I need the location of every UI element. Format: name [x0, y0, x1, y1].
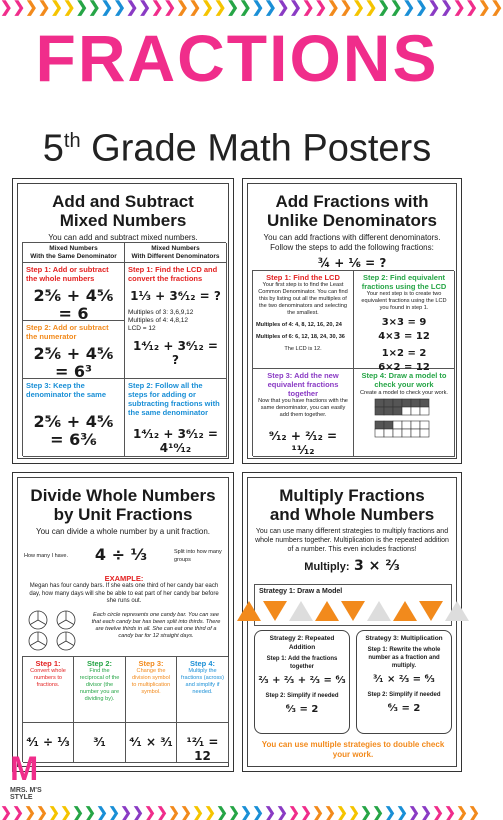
label-split-into: Split into how many groups — [174, 549, 222, 563]
poster-title-line1: Add Fractions with — [275, 192, 429, 211]
multiples-text: Multiples of 4: 4,8,12 — [128, 317, 188, 324]
chevron-glyph: ❯ — [276, 0, 290, 16]
poster-intro: You can use many different strategies to multiply fractions and whole numbers together. Multiplication is the repeated addition of a number. This even includes fractions! — [255, 528, 449, 553]
subtitle-sup: th — [63, 130, 81, 152]
model-square — [375, 429, 384, 437]
col-header-text: With the Same Denominator — [30, 253, 117, 260]
equation: ⁶⁄₃ = 2 — [387, 703, 421, 714]
col-header-different — [125, 243, 227, 263]
chevron-glyph: ❯ — [62, 0, 76, 16]
chevron-glyph: ❯ — [336, 804, 348, 820]
step4-cell — [177, 657, 229, 723]
step-label: Step 2: — [86, 659, 112, 668]
chevron-glyph: ❯ — [50, 0, 63, 16]
step-text: Step 1: Add the fractions together — [266, 656, 338, 670]
equation: 2⅚ + 4⅚ = 6³ — [33, 344, 114, 381]
chevron-glyph: ❯ — [468, 804, 480, 820]
chevron-glyph: ❯ — [48, 804, 60, 820]
chevron-glyph: ❯ — [240, 804, 252, 820]
model-triangle — [419, 601, 443, 621]
chevron-glyph: ❯ — [188, 0, 202, 16]
chevron-glyph: ❯ — [125, 0, 139, 16]
multiply-label: Multiply: — [304, 561, 350, 573]
page-title: FRACTIONS — [35, 21, 439, 95]
chevron-glyph: ❯ — [192, 804, 204, 820]
poster-footer: You can use multiple strategies to double check your work. — [261, 740, 445, 759]
poster-title-line2: and Whole Numbers — [269, 505, 435, 524]
chevron-glyph: ❯ — [156, 804, 168, 820]
model-triangle — [315, 601, 339, 621]
chevron-border-top — [0, 0, 503, 16]
model-square — [375, 399, 384, 407]
step-text: Find the reciprocal of the divisor (the number you are dividing by). — [79, 668, 120, 702]
step-text: Now that you have fractions with the same denominator, you can easily add them together. — [258, 398, 348, 418]
step2-diff-cell — [125, 379, 227, 457]
model-square — [402, 407, 411, 415]
chevron-glyph: ❯ — [84, 804, 96, 820]
step-text: Change the division symbol to multiplication symbol. — [131, 668, 171, 695]
step-text: Your next step is to create two equivalent fractions using the LCD you found in step 1. — [361, 291, 447, 311]
poster-intro: You can divide a whole number by a unit fraction. — [35, 527, 211, 536]
chevron-glyph: ❯ — [408, 804, 420, 820]
chevron-glyph: ❯ — [289, 0, 302, 16]
poster-grid — [252, 270, 454, 456]
example-block — [24, 574, 224, 606]
strategy2-box — [254, 630, 350, 734]
chevron-glyph: ❯ — [150, 0, 164, 16]
chevron-glyph: ❯ — [432, 804, 444, 820]
model-square — [393, 407, 402, 415]
chevron-glyph: ❯ — [163, 0, 177, 16]
chevron-glyph: ❯ — [180, 804, 192, 820]
multiply-row — [248, 557, 456, 575]
step-text: Step 2: Simplify if needed — [265, 693, 339, 699]
chevron-glyph: ❯ — [0, 804, 12, 820]
chevron-glyph: ❯ — [251, 0, 265, 16]
chevron-glyph: ❯ — [88, 0, 101, 16]
chevron-glyph: ❯ — [24, 804, 36, 820]
model-square — [393, 421, 402, 429]
step3-cell — [126, 657, 177, 723]
chevron-glyph: ❯ — [427, 0, 441, 16]
model-square — [384, 399, 393, 407]
col-header-text: Mixed Numbers — [49, 245, 98, 252]
poster-add-unlike-denominators — [242, 178, 462, 464]
model-triangle — [393, 601, 417, 621]
chevron-glyph: ❯ — [168, 804, 180, 820]
equation: 6×2 = 12 — [378, 362, 430, 373]
multiples-text: Multiples of 6: 6, 12, 18, 24, 30, 36 — [256, 334, 345, 340]
poster-frame — [247, 477, 457, 767]
model-square — [384, 407, 393, 415]
poster-frame — [17, 477, 229, 767]
step-label: Step 2: Find equivalent fractions using the LCD — [361, 273, 447, 291]
chevron-glyph: ❯ — [226, 0, 239, 16]
equation: 1×2 = 2 — [381, 348, 427, 359]
step3-eq-cell — [126, 723, 177, 763]
poster-title-line1: Multiply Fractions — [279, 486, 425, 505]
equation: 1⁴⁄₁₂ + 3⁶⁄₁₂ = ? — [133, 339, 218, 367]
equation: ³⁄₁ — [93, 735, 106, 749]
multiples-text: Multiples of 3: 3,6,9,12 — [128, 309, 194, 316]
equation: 2⅚ + 4⅚ = 6 — [33, 286, 114, 323]
step-label: Step 1: Add or subtract the whole numbers — [26, 265, 109, 283]
chevron-glyph: ❯ — [176, 0, 189, 16]
chevron-glyph: ❯ — [465, 0, 478, 16]
chevron-glyph: ❯ — [312, 804, 324, 820]
chevron-glyph: ❯ — [327, 0, 340, 16]
step-label: Step 1: Find the LCD — [266, 273, 340, 282]
model-square — [393, 399, 402, 407]
model-triangle — [341, 601, 365, 621]
chevron-glyph: ❯ — [108, 804, 120, 820]
col-header-text: With Different Denominators — [131, 253, 220, 260]
chevron-glyph: ❯ — [72, 804, 84, 820]
chevron-glyph: ❯ — [264, 0, 277, 16]
col-header-text: Mixed Numbers — [151, 245, 200, 252]
chevron-glyph: ❯ — [314, 0, 328, 16]
chevron-glyph: ❯ — [377, 0, 390, 16]
poster-title-line2: by Unit Fractions — [53, 505, 193, 524]
strategy3-box — [356, 630, 452, 734]
multiples-text: Multiples of 4: 4, 8, 12, 16, 20, 24 — [256, 322, 342, 328]
chevron-glyph: ❯ — [402, 0, 416, 16]
chevron-glyph: ❯ — [213, 0, 227, 16]
chevron-glyph: ❯ — [228, 804, 240, 820]
step1-cell — [253, 271, 354, 369]
equation: ⁶⁄₃ = 2 — [285, 704, 319, 715]
poster-title — [248, 486, 456, 524]
logo-letter: M — [10, 750, 39, 788]
chevron-glyph: ❯ — [396, 804, 408, 820]
step-text: Step 2: Simplify if needed — [367, 692, 441, 698]
chevron-glyph: ❯ — [324, 804, 336, 820]
poster-title-line1: Add and Subtract — [52, 192, 194, 211]
equation: 2⅚ + 4⅚ = 6³⁄₆ — [33, 412, 114, 449]
chevron-glyph: ❯ — [264, 804, 276, 820]
equation: ⁴⁄₁ × ³⁄₁ — [129, 735, 173, 749]
step4-cell — [354, 369, 455, 457]
step-label: Step 4: Draw a model to check your work — [361, 371, 447, 389]
model-triangle — [367, 601, 391, 621]
equation: 4×3 = 12 — [378, 331, 430, 342]
model-square — [375, 407, 384, 415]
chevron-glyph: ❯ — [384, 804, 396, 820]
logo-text: MRS. M'S STYLE — [10, 787, 42, 801]
poster-title — [18, 192, 228, 230]
multiply-expression: 3 × ⅔ — [353, 558, 400, 574]
model-row-2 — [375, 421, 429, 437]
chevron-glyph: ❯ — [452, 0, 466, 16]
chevron-glyph: ❯ — [301, 0, 315, 16]
intro-equation: ¾ + ⅙ = ? — [317, 256, 387, 270]
chevron-glyph: ❯ — [252, 804, 264, 820]
subtitle-grade: 5 — [42, 127, 64, 170]
chevron-glyph: ❯ — [25, 0, 38, 16]
strategy1-box — [254, 584, 452, 626]
chevron-glyph: ❯ — [444, 804, 456, 820]
chevron-glyph: ❯ — [120, 804, 132, 820]
chevron-glyph: ❯ — [36, 804, 48, 820]
step2-cell — [74, 657, 126, 723]
model-square — [411, 399, 420, 407]
chevron-glyph: ❯ — [339, 0, 353, 16]
example-label: EXAMPLE: — [104, 574, 144, 583]
page-subtitle — [0, 118, 474, 172]
model-square — [420, 399, 429, 407]
model-square — [393, 429, 402, 437]
equation: ¹²⁄₁ = 12 — [186, 735, 219, 763]
model-triangle — [237, 601, 261, 621]
step4-eq-cell — [177, 723, 229, 763]
chevron-glyph: ❯ — [276, 804, 288, 820]
chevron-glyph: ❯ — [144, 804, 156, 820]
model-square — [402, 429, 411, 437]
poster-title — [248, 192, 456, 230]
poster-title — [18, 486, 228, 524]
chevron-glyph: ❯ — [12, 804, 24, 820]
chevron-glyph: ❯ — [360, 804, 372, 820]
chevron-glyph: ❯ — [113, 0, 126, 16]
step-label: Step 3: Add the new equivalent fractions together — [267, 371, 339, 398]
model-square — [420, 429, 429, 437]
model-square — [384, 429, 393, 437]
step-label: Step 4: — [189, 659, 215, 668]
division-expression: 4 ÷ ⅓ — [94, 545, 148, 564]
model-triangle — [289, 601, 313, 621]
poster-title-line1: Divide Whole Numbers — [30, 486, 216, 505]
model-square — [402, 421, 411, 429]
model-row-1 — [375, 399, 429, 415]
model-square — [420, 407, 429, 415]
lcd-text: The LCD is 12. — [284, 346, 322, 352]
poster-title-line2: Unlike Denominators — [266, 211, 438, 230]
chevron-glyph: ❯ — [138, 0, 151, 16]
model-square — [411, 429, 420, 437]
chevron-glyph: ❯ — [415, 0, 428, 16]
equation: ⁴⁄₁ ÷ ⅓ — [26, 735, 70, 749]
brand-logo — [10, 752, 58, 801]
model-square — [402, 399, 411, 407]
chevron-glyph: ❯ — [389, 0, 403, 16]
step3-same-cell — [23, 379, 125, 457]
chevron-glyph: ❯ — [96, 804, 108, 820]
chevron-glyph: ❯ — [12, 0, 26, 16]
explanation-text: Each circle represents one candy bar. You can see that each candy bar has been split into thirds. There are twelve thirds in all. She can eat one third of a candy bar for 12 straight days. — [91, 612, 221, 639]
step-text: Convert whole numbers to fractions. — [30, 668, 66, 688]
chevron-glyph: ❯ — [456, 804, 468, 820]
chevron-glyph: ❯ — [100, 0, 114, 16]
model-square — [375, 421, 384, 429]
chevron-glyph: ❯ — [216, 804, 228, 820]
triangle-model — [255, 601, 451, 621]
model-square — [411, 407, 420, 415]
chevron-glyph: ❯ — [440, 0, 453, 16]
equation: ⅔ + ⅔ + ⅔ = ⁶⁄₃ — [258, 675, 346, 686]
chevron-glyph: ❯ — [348, 804, 360, 820]
step-label: Step 2: Add or subtract the numerator — [26, 323, 109, 341]
chevron-glyph: ❯ — [60, 804, 72, 820]
strategy1-title: Strategy 1: Draw a Model — [259, 588, 343, 595]
steps-grid — [22, 656, 228, 762]
step2-eq-cell — [74, 723, 126, 763]
step2-cell — [354, 271, 455, 373]
strategy2-title: Strategy 2: Repeated Addition — [269, 635, 335, 651]
step-label: Step 2: Follow all the steps for adding or subtracting fractions with the same denominator — [128, 381, 220, 417]
model-triangle — [445, 601, 469, 621]
chevron-glyph: ❯ — [288, 804, 300, 820]
step-text: Your first step is to find the Least Common Denominator. You can find this by listing out all the multiples of the two denominators and selecting the smallest. — [258, 282, 348, 316]
label-how-many: How many I have. — [24, 553, 69, 559]
chevron-glyph: ❯ — [300, 804, 312, 820]
poster-frame — [17, 183, 229, 459]
chevron-glyph: ❯ — [420, 804, 432, 820]
step-label: Step 1: Find the LCD and convert the fractions — [128, 265, 218, 283]
chevron-glyph: ❯ — [364, 0, 378, 16]
model-triangle — [263, 601, 287, 621]
candy-bar-circles — [24, 610, 84, 652]
col-header-same — [23, 243, 125, 263]
fraction-model — [357, 397, 452, 452]
chevron-glyph: ❯ — [201, 0, 214, 16]
poster-grid — [22, 242, 226, 456]
chevron-glyph: ❯ — [75, 0, 89, 16]
subtitle-rest: Grade Math Posters — [80, 127, 432, 170]
model-square — [420, 421, 429, 429]
poster-intro: You can add and subtract mixed numbers. — [48, 233, 198, 242]
step1-diff-cell — [125, 263, 227, 379]
step1-same-cell — [23, 263, 125, 321]
equation: 1⁴⁄₁₂ + 3⁶⁄₁₂ = 4¹⁰⁄₁₂ — [133, 427, 218, 455]
chevron-glyph: ❯ — [132, 804, 144, 820]
poster-divide-whole-by-unit — [12, 472, 234, 772]
chevron-glyph: ❯ — [477, 0, 491, 16]
step-text: Multiply the fractions (across) and simplify if needed. — [181, 668, 224, 695]
poster-title-line2: Mixed Numbers — [59, 211, 187, 230]
step-text: Step 1: Rewrite the whole number as a fraction and multiply. — [367, 647, 441, 669]
chevron-border-bottom — [0, 804, 480, 820]
lcd-text: LCD = 12 — [128, 325, 156, 332]
chevron-glyph: ❯ — [352, 0, 365, 16]
equation: ⁹⁄₁₂ + ²⁄₁₂ = ¹¹⁄₁₂ — [268, 429, 338, 457]
model-square — [384, 421, 393, 429]
equation: 3×3 = 9 — [381, 317, 427, 328]
chevron-glyph: ❯ — [37, 0, 51, 16]
poster-multiply-fractions-whole — [242, 472, 462, 772]
model-square — [411, 421, 420, 429]
poster-add-subtract-mixed — [12, 178, 234, 464]
step-label: Step 3: — [138, 659, 164, 668]
step-text: Create a model to check your work. — [360, 390, 448, 396]
poster-intro: You can add fractions with different denominators. Follow the steps to add the following fractions: — [263, 233, 441, 252]
step-label: Step 3: Keep the denominator the same — [26, 381, 107, 399]
step1-cell — [23, 657, 74, 723]
division-expression-row — [24, 546, 224, 568]
chevron-glyph: ❯ — [238, 0, 252, 16]
step3-cell — [253, 369, 354, 457]
chevron-glyph: ❯ — [204, 804, 216, 820]
chevron-glyph: ❯ — [372, 804, 384, 820]
step-label: Step 1: — [35, 659, 61, 668]
chevron-glyph: ❯ — [0, 0, 13, 16]
example-text: Megan has four candy bars. If she eats one third of her candy bar each day, how many days will she be able to eat part of her candy bar before she runs out. — [29, 583, 219, 604]
equation: ³⁄₁ × ⅔ = ⁶⁄₃ — [373, 674, 435, 685]
step2-same-cell — [23, 321, 125, 379]
chevron-glyph: ❯ — [490, 0, 503, 16]
poster-frame — [247, 183, 457, 459]
equation: 1⅓ + 3⁶⁄₁₂ = ? — [130, 289, 221, 303]
strategy3-title: Strategy 3: Multiplication — [365, 635, 443, 642]
